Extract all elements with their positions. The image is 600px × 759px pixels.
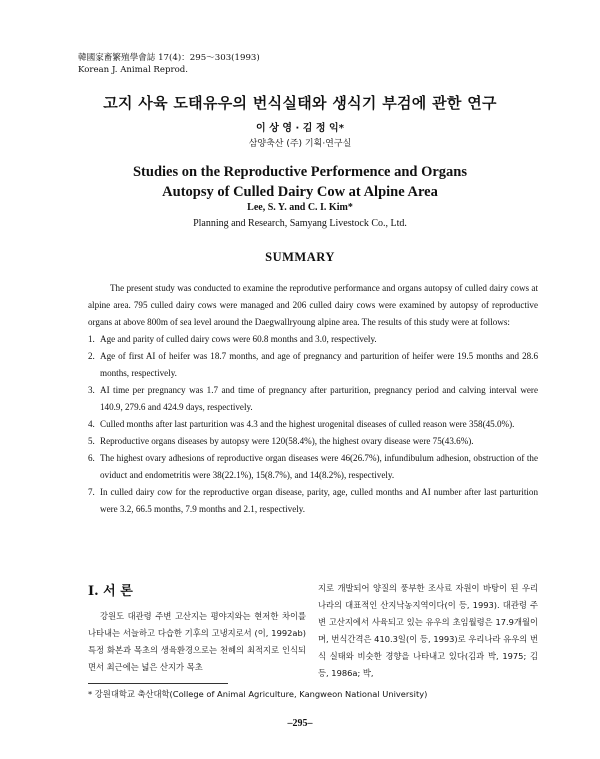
summary-item: 6. The highest ovary adhesions of reproductive organ diseases were 46(26.7%), infundibulum adhesion, obstruction of the oviduct and endometritis were 38(22.1%), 15(8.7%), and 14(8.2%), respectively. bbox=[88, 453, 538, 480]
intro-heading: I. 서 론 bbox=[88, 584, 133, 599]
summary-item: 1. Age and parity of culled dairy cows were 60.8 months and 3.0, respectively. bbox=[88, 334, 377, 344]
journal-citation bbox=[78, 52, 260, 76]
affiliation-korean: 삼양축산 (주) 기획·연구실 bbox=[248, 139, 352, 149]
summary-heading: SUMMARY bbox=[265, 250, 335, 264]
summary-item: 2. Age of first AI of heifer was 18.7 months, and age of pregnancy and parturition of heifer were 19.5 months and 28.6 months, respectively. bbox=[88, 351, 538, 378]
summary-item: 5. Reproductive organs diseases by autopsy were 120(58.4%), the highest ovary disease were 75(43.6%). bbox=[88, 436, 474, 446]
summary-intro: The present study was conducted to examine the reprodutive performance and organs autopsy of culled dairy cows at alpine area. 795 culled dairy cows were managed and 206 culled dairy cows were examined by autopsy of reproductive organs at above 800m of sea level around the Daegwallryoung alpine area. The results of this study were at follows: bbox=[88, 283, 538, 327]
affiliation-english: Planning and Research, Samyang Livestock Co., Ltd. bbox=[193, 218, 407, 229]
title-korean: 고지 사육 도태유우의 번식실태와 생식기 부검에 관한 연구 bbox=[103, 94, 497, 112]
summary-item: 7. In culled dairy cow for the reproductive organ disease, parity, age, culled months and AI number after last parturition were 3.2, 66.5 months, 7.9 months and 2.1, respectively. bbox=[88, 487, 538, 514]
footnote: * 강원대학교 축산대학(College of Animal Agriculture, Kangweon National University) bbox=[88, 689, 428, 699]
authors-korean: 이 상 영 · 김 정 익* bbox=[256, 123, 344, 134]
intro-left-text: 강원도 대관령 주변 고산지는 평야지와는 현저한 차이를 나타내는 서늘하고 다습한 기후의 고냉지로서 (이, 1992ab) 특정 화본과 목초의 생육환경으로는 천혜의 최적지로 인식되면서 최근에는 넓은 산지가 목초 bbox=[88, 611, 306, 672]
footnote-divider bbox=[88, 683, 228, 684]
authors-english: Lee, S. Y. and C. I. Kim* bbox=[247, 202, 353, 213]
intro-right-text: 지로 개발되어 양질의 풍부한 조사료 자원이 바탕이 된 우리나라의 대표적인 산지낙농지역이다(이 등, 1993). 대관령 주변 고산지에서 사육되고 있는 유우의 초임월령은 17.9개월이며, 번식간격은 410.3일(이 등, 1993)로 우리나라 유우의 번식 실태와 비슷한 경향을 나타내고 있다(김과 박, 1975; 김 등, 1986a; 박, bbox=[318, 583, 538, 678]
summary-results-list bbox=[88, 331, 538, 518]
title-english bbox=[0, 162, 600, 202]
intro-right-column bbox=[318, 580, 538, 682]
journal-line-1: 韓國家畜繁殖學會誌 17(4)：295～303(1993) bbox=[78, 53, 260, 63]
journal-line-2: Korean J. Animal Reprod. bbox=[78, 65, 189, 75]
summary-item: 3. AI time per pregnancy was 1.7 and time of pregnancy after parturition, pregnancy period and calving interval were 140.9, 279.6 and 424.9 days, respectively. bbox=[88, 385, 538, 412]
title-english-line-2: Autopsy of Culled Dairy Cow at Alpine Area bbox=[162, 184, 438, 200]
page-number: –295– bbox=[287, 718, 313, 729]
summary-body bbox=[88, 280, 538, 518]
summary-item: 4. Culled months after last parturition was 4.3 and the highest urogenital diseases of culled reason were 358(45.0%). bbox=[88, 419, 515, 429]
title-english-line-1: Studies on the Reproductive Performence and Organs bbox=[132, 164, 468, 180]
intro-left-column bbox=[88, 580, 306, 676]
